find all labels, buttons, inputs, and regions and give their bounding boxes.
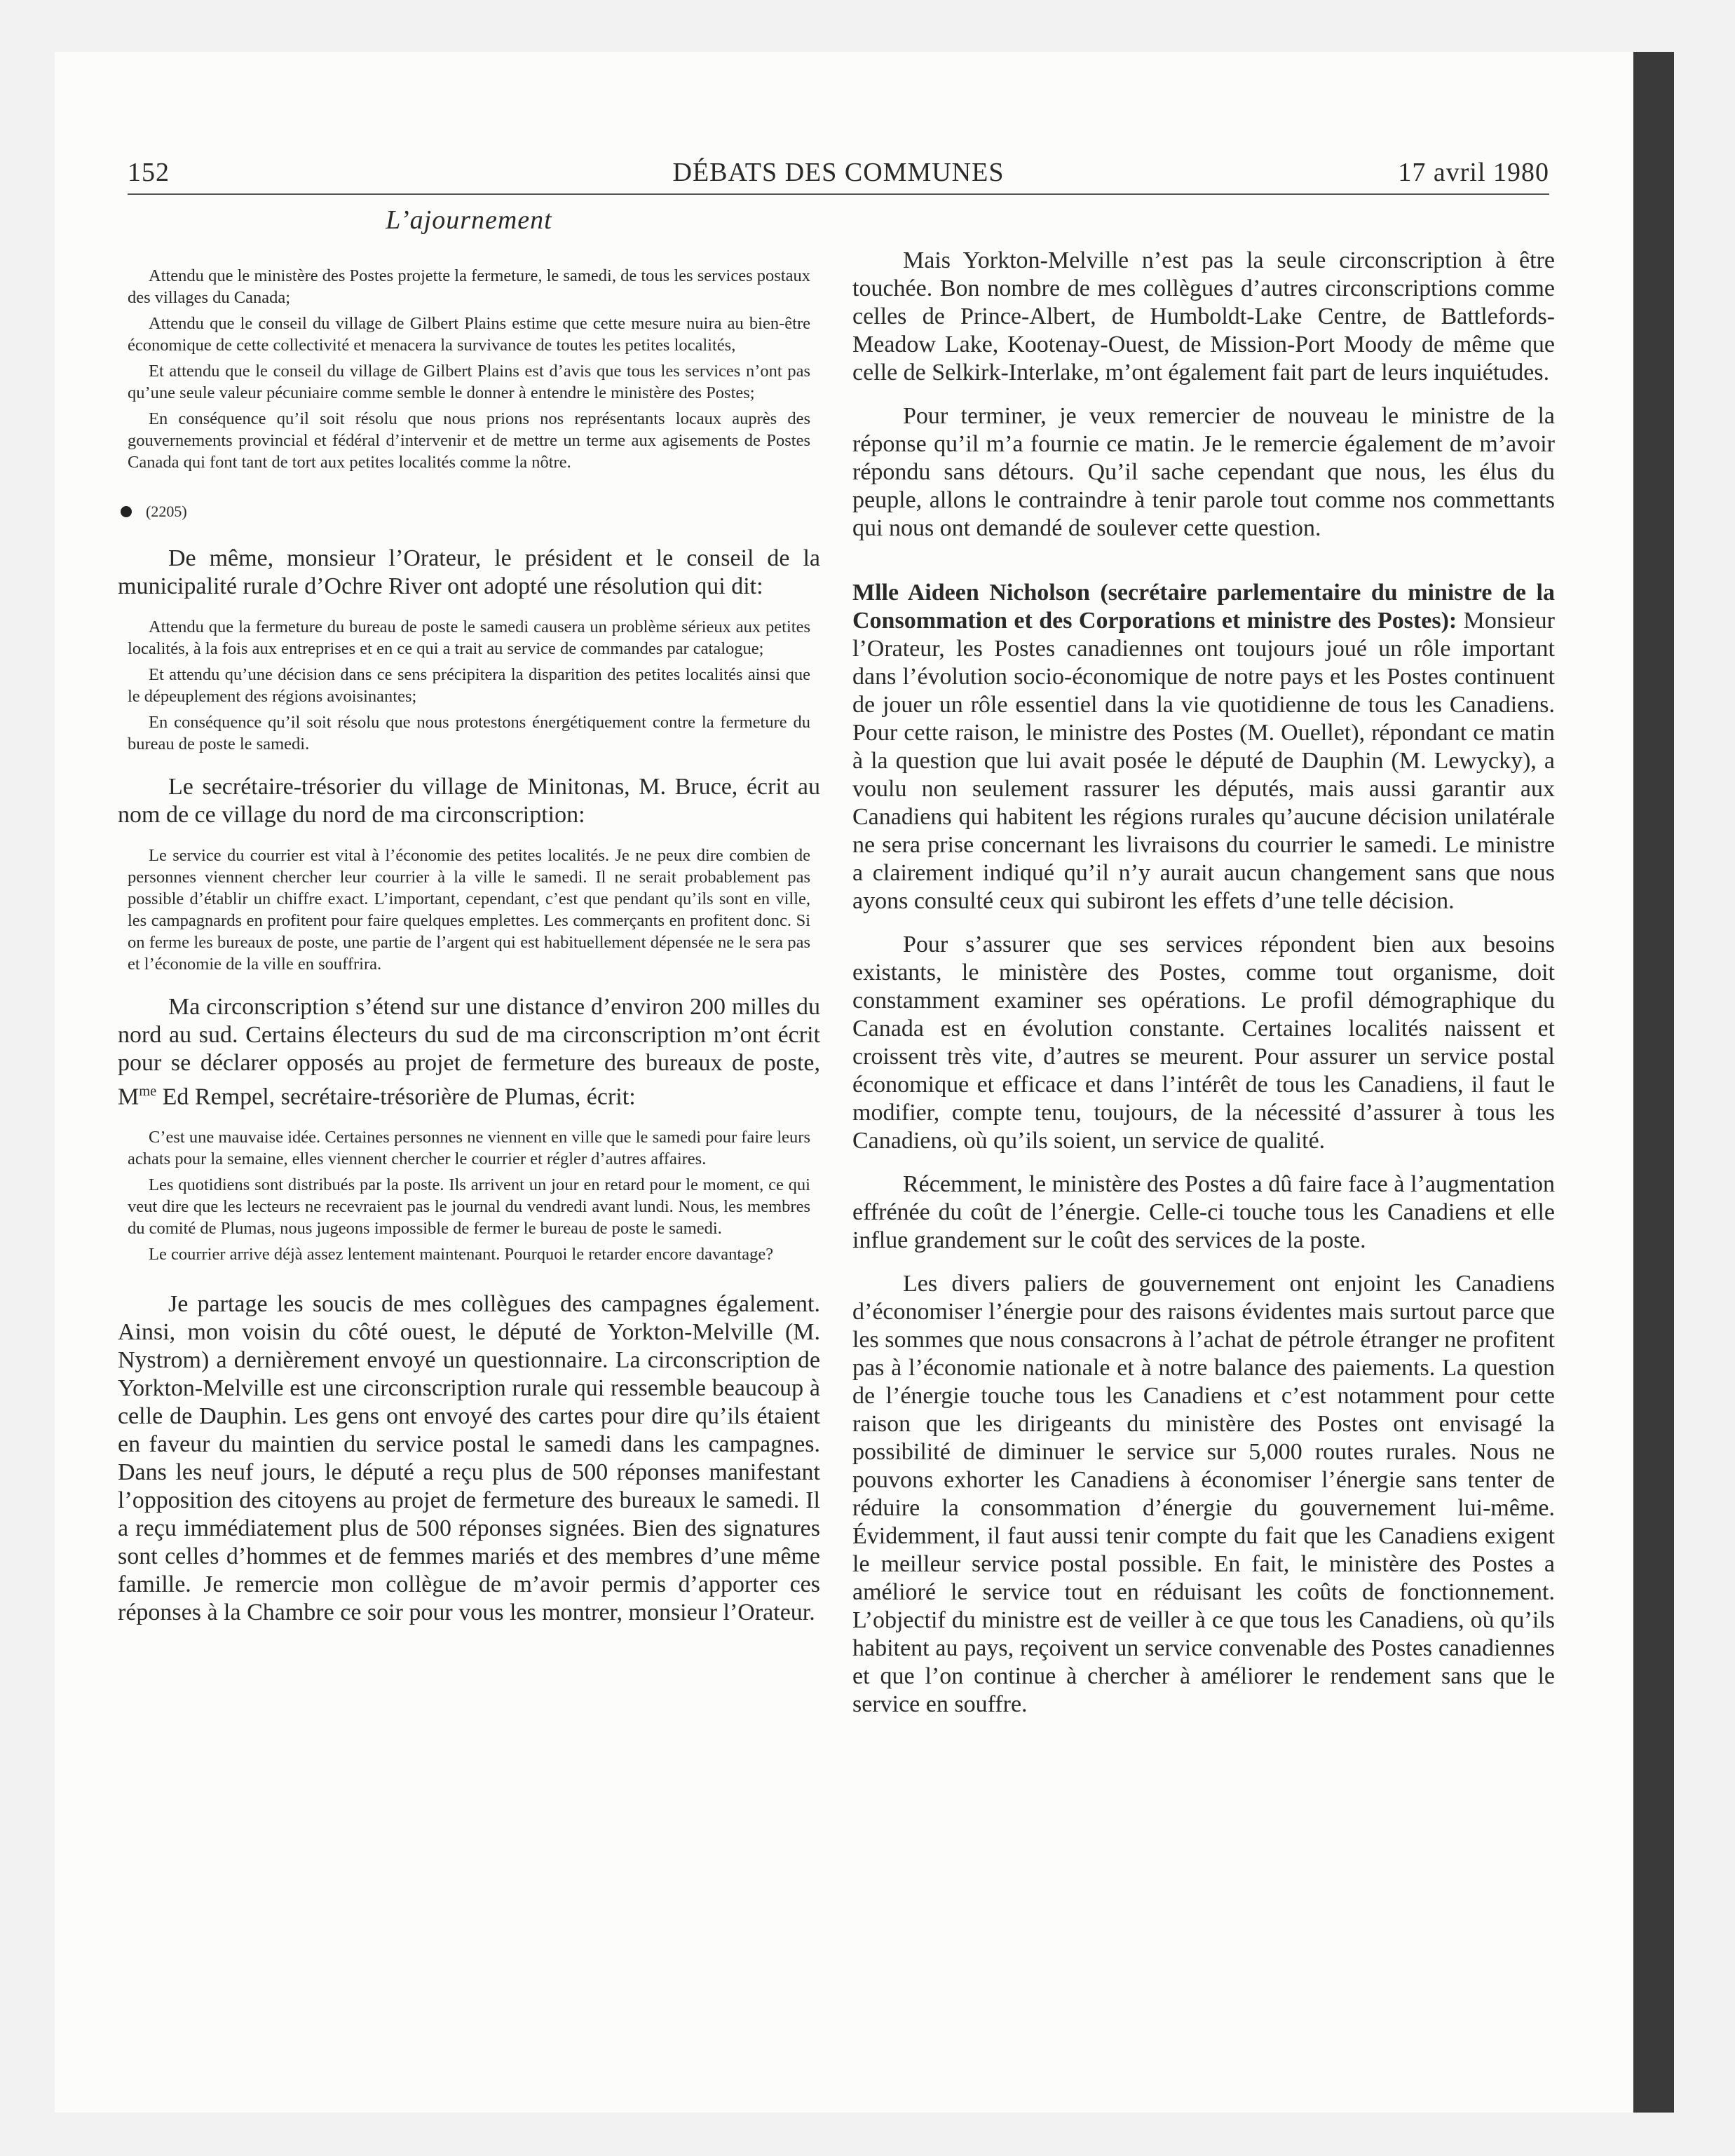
- publication-title: DÉBATS DES COMMUNES: [672, 158, 1005, 187]
- body-paragraph: Le secrétaire-trésorier du village de Minitonas, M. Bruce, écrit au nom de ce village du nord de ma circonscription:: [118, 774, 820, 828]
- section-heading: L’ajournement: [386, 205, 552, 235]
- quote-minitonas: [128, 845, 810, 975]
- right-column: [852, 247, 1555, 1719]
- quote-paragraph: Les quotidiens sont distribués par la poste. Ils arrivent un jour en retard pour le moment, ce qui veut dire que les lecteurs ne recevraient pas le journal du vendredi avant lundi. Nous, les membres du comité de Plumas, nous jugeons impossible de fermer le bureau de poste le samedi.: [128, 1175, 810, 1239]
- body-paragraph: Mais Yorkton-Melville n’est pas la seule circonscription à être touchée. Bon nombre de mes collègues d’autres circonscriptions comme celles de Prince-Albert, de Humboldt-Lake Centre, de Battlefords-Meadow Lake, Kootenay-Ouest, de Mission-Port Moody de même que celle de Selkirk-Interlake, m’ont également fait part de leurs inquiétudes.: [852, 247, 1555, 386]
- speech-paragraph: [852, 579, 1555, 915]
- body-paragraph: Récemment, le ministère des Postes a dû faire face à l’augmentation effrénée du coût de l’énergie. Celle-ci touche tous les Canadiens et elle influe grandement sur le coût des services de la poste.: [852, 1171, 1555, 1253]
- quote-paragraph: Et attendu que le conseil du village de Gilbert Plains est d’avis que tous les services n’ont pas qu’une seule valeur pécuniaire comme semble le donner à entendre le ministère des Postes;: [128, 362, 810, 402]
- left-column: [118, 202, 820, 1627]
- page-number: 152: [128, 158, 170, 187]
- quote-paragraph: Et attendu qu’une décision dans ce sens précipitera la disparition des petites localités ainsi que le dépeuplement des régions avoisinantes;: [128, 665, 810, 706]
- quote-paragraph: Attendu que le conseil du village de Gilbert Plains estime que cette mesure nuira au bien-être économique de cette collectivité et menacera la survivance de toutes les petites localités,: [128, 314, 810, 355]
- body-paragraph: Les divers paliers de gouvernement ont enjoint les Canadiens d’économiser l’énergie pour des raisons évidentes mais surtout parce que les sommes que nous consacrons à l’achat de pétrole étranger ne profitent pas à l’économie nationale et à notre balance des paiements. La question de l’énergie touche tous les Canadiens et c’est notamment pour cette raison que les dirigeants du ministère des Postes ont envisagé la possibilité de diminuer le service sur 5,000 routes rurales. Nous ne pouvons exhorter les Canadiens à économiser l’énergie sans tenter de réduire la consommation d’énergie du gouvernement lui-même. Évidemment, il faut aussi tenir compte du fait que les Canadiens exigent le meilleur service postal possible. En fait, le ministère des Postes a amélioré le service tout en réduisant les coûts de fonctionnement. L’objectif du ministre est de veiller à ce que tous les Canadiens, où qu’ils habitent au pays, reçoivent un service convenable des Postes canadiennes et que l’on continue à chercher à améliorer le rendement sans que le service en souffre.: [852, 1271, 1555, 1717]
- speaker-name: Mlle Aideen Nicholson (secrétaire parlementaire du ministre de la Consommation et des Corporations et ministre des Postes):: [852, 580, 1555, 634]
- body-paragraph: De même, monsieur l’Orateur, le président et le conseil de la municipalité rurale d’Ochre River ont adopté une résolution qui dit:: [118, 545, 820, 599]
- body-paragraph: Je partage les soucis de mes collègues des campagnes également. Ainsi, mon voisin du côté ouest, le député de Yorkton-Melville (M. Nystrom) a dernièrement envoyé un questionnaire. La circonscription de Yorkton-Melville est une circonscription rurale qui ressemble beaucoup à celle de Dauphin. Les gens ont envoyé des cartes pour dire qu’ils étaient en faveur du maintien du service postal le samedi dans les campagnes. Dans les neuf jours, le député a reçu plus de 500 réponses manifestant l’opposition des citoyens au projet de fermeture des bureaux le samedi. Il a reçu immédiatement plus de 500 réponses signées. Bien des signatures sont celles d’hommes et de femmes mariés et des membres d’une même famille. Je remercie mon collègue de m’avoir permis d’apporter ces réponses à la Chambre ce soir pour vous les montrer, monsieur l’Orateur.: [118, 1291, 820, 1626]
- speech-text: Monsieur l’Orateur, les Postes canadiennes ont toujours joué un rôle important dans l’évolution socio-économique de notre pays et les Postes continuent de jouer un rôle essentiel dans la vie quotidienne de tous les Canadiens. Pour cette raison, le ministre des Postes (M. Ouellet), répondant ce matin à la question que lui avait posée le député de Dauphin (M. Lewycky), a voulu non seulement rassurer les députés, mais aussi garantir aux Canadiens qui habitent les régions rurales qu’aucune décision unilatérale ne sera prise concernant les livraisons du courrier le samedi. Le ministre a clairement indiqué qu’il n’y aurait aucun changement sans que nous ayons consulté ceux qui subiront les effets d’une telle décision.: [852, 608, 1555, 914]
- quote-paragraph: En conséquence qu’il soit résolu que nous prions nos représentants locaux auprès des gouvernements provincial et fédéral d’intervenir et de mettre un terme aux agisements de Postes Canada qui font tant de tort aux petites localités comme la nôtre.: [128, 409, 810, 472]
- resolution-gilbert-plains: [128, 265, 810, 473]
- body-text: Ma circonscription s’étend sur une distance d’environ 200 milles du nord au sud. Certains électeurs du sud de ma circonscription m’ont écrit pour se déclarer opposés au projet de fermeture des bureaux de poste, M: [118, 994, 820, 1110]
- time-marker: [118, 503, 820, 521]
- page-date: 17 avril 1980: [1398, 158, 1549, 187]
- time-marker-text: (2205): [146, 503, 187, 520]
- quote-paragraph: En conséquence qu’il soit résolu que nous protestons énergétiquement contre la fermeture du bureau de poste le samedi.: [128, 713, 810, 753]
- quote-paragraph: Attendu que la fermeture du bureau de poste le samedi causera un problème sérieux aux petites localités, à la fois aux entreprises et en ce qui a trait au service de commandes par catalogue;: [128, 618, 810, 658]
- superscript: me: [139, 1084, 157, 1099]
- body-text: Ed Rempel, secrétaire-trésorière de Plumas, écrit:: [156, 1084, 636, 1110]
- header-rule: [128, 193, 1549, 195]
- body-paragraph: [118, 993, 820, 1111]
- page-header: [128, 157, 1549, 193]
- body-paragraph: Pour s’assurer que ses services répondent bien aux besoins existants, le ministère des Postes, comme tout organisme, doit constamment examiner ses opérations. Le profil démographique du Canada est en évolution constante. Certaines localités naissent et croissent très vite, d’autres se meurent. Pour assurer un service postal économique et efficace et dans l’intérêt de tous les Canadiens, il faut le modifier, compte tenu, toujours, de la nécessité d’assurer à tous les Canadiens, où qu’ils soient, un service de qualité.: [852, 932, 1555, 1154]
- resolution-ochre-river: [128, 616, 810, 755]
- scan-edge: [1633, 52, 1674, 2113]
- quote-paragraph: C’est une mauvaise idée. Certaines personnes ne viennent en ville que le samedi pour faire leurs achats pour la semaine, elles viennent chercher le courrier et régler d’autres affaires.: [128, 1128, 810, 1169]
- bullet-icon: [121, 506, 132, 517]
- quote-plumas: [128, 1126, 810, 1265]
- quote-paragraph: Attendu que le ministère des Postes projette la fermeture, le samedi, de tous les services postaux des villages du Canada;: [128, 266, 810, 307]
- quote-paragraph: Le service du courrier est vital à l’économie des petites localités. Je ne peux dire combien de personnes viennent chercher leur courrier à la ville le samedi. Il ne serait probablement pas possible d’établir un chiffre exact. L’important, cependant, c’est que pendant qu’ils sont en ville, les campagnards en profitent pour faire quelques emplettes. Les commerçants en profitent donc. Si on ferme les bureaux de poste, une partie de l’argent qui est habituellement dépensée ne le sera pas et l’économie de la ville en souffrira.: [128, 846, 810, 974]
- quote-paragraph: Le courrier arrive déjà assez lentement maintenant. Pourquoi le retarder encore davantage?: [149, 1245, 774, 1264]
- body-paragraph: Pour terminer, je veux remercier de nouveau le ministre de la réponse qu’il m’a fournie ce matin. Je le remercie également de m’avoir répondu sans détours. Qu’il sache cependant que nous, les élus du peuple, allons le contraindre à tenir parole tout comme nos commettants qui nous ont demandé de soulever cette question.: [852, 403, 1555, 541]
